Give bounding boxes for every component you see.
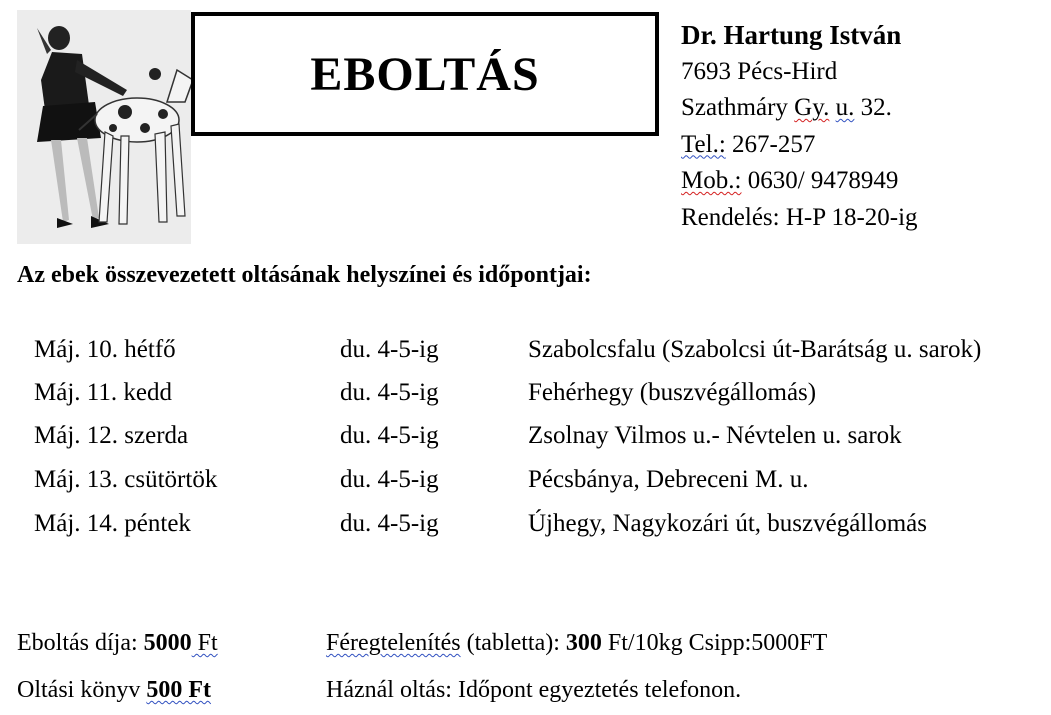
booklet-fee-price: 500 Ft [146, 677, 211, 703]
deworming-fee-label: Féregtelenítés [326, 630, 461, 656]
contact-block [681, 17, 918, 236]
schedule-place: Fehérhegy (buszvégállomás) [528, 379, 817, 406]
deworming-fee [326, 630, 827, 657]
schedule-row [0, 336, 1051, 376]
schedule-place: Zsolnay Vilmos u.- Névtelen u. sarok [528, 422, 902, 449]
street-part-e: 32. [854, 94, 892, 121]
phone-line [681, 127, 918, 164]
woman-with-dog-icon [17, 10, 191, 244]
street-part-a: Szathmáry [681, 94, 795, 121]
title-box [191, 12, 659, 136]
vaccination-fee-label: Eboltás díja: [17, 630, 144, 656]
schedule-time: du. 4-5-ig [340, 379, 439, 406]
schedule-place: Szabolcsfalu (Szabolcsi út-Barátság u. sarok) [528, 336, 982, 363]
phone-value: 267-257 [725, 130, 816, 158]
schedule-place: Pécsbánya, Debreceni M. u. [528, 466, 809, 493]
vaccination-fee-unit: Ft [191, 630, 218, 656]
doctor-name: Dr. Hartung István [681, 20, 902, 50]
address-line-2 [681, 90, 918, 127]
schedule-row [0, 466, 1051, 506]
mobile-line [681, 163, 918, 200]
schedule-date: Máj. 10. hétfő [34, 336, 176, 363]
deworming-fee-price: 300 [565, 630, 602, 656]
deworming-fee-rest: (tabletta): [460, 630, 566, 656]
street-part-d: u. [835, 94, 855, 121]
street-part-b: Gy. [794, 94, 830, 121]
mobile-value: 0630/ 9478949 [741, 167, 899, 194]
booklet-fee-label: Oltási könyv [17, 677, 147, 703]
address-line-1: 7693 Pécs-Hird [681, 57, 838, 85]
page-title: EBOLTÁS [310, 47, 540, 101]
schedule-date: Máj. 14. péntek [34, 510, 191, 537]
schedule-row [0, 379, 1051, 419]
schedule-date: Máj. 11. kedd [34, 379, 172, 406]
vaccination-fee-price: 5000 [143, 630, 192, 656]
schedule-time: du. 4-5-ig [340, 422, 439, 449]
schedule-date: Máj. 12. szerda [34, 422, 189, 449]
home-vaccination: Háznál oltás: Időpont egyeztetés telefonon. [326, 677, 742, 703]
deworming-fee-unit: Ft/10kg Csipp:5000FT [601, 630, 828, 656]
schedule-date: Máj. 13. csütörtök [34, 466, 218, 493]
schedule-time: du. 4-5-ig [340, 336, 439, 363]
booklet-fee [17, 677, 211, 704]
office-hours: Rendelés: H-P 18-20-ig [681, 203, 918, 231]
woman-with-dog-illustration [17, 10, 191, 244]
mobile-label: Mob.: [681, 167, 742, 194]
schedule-place: Újhegy, Nagykozári út, buszvégállomás [528, 510, 927, 537]
schedule-time: du. 4-5-ig [340, 466, 439, 493]
schedule-row [0, 510, 1051, 550]
schedule-time: du. 4-5-ig [340, 510, 439, 537]
schedule-heading: Az ebek összevezetett oltásának helyszínei és időpontjai: [17, 262, 592, 288]
vaccination-fee [17, 630, 218, 657]
phone-label: Tel.: [681, 130, 726, 158]
schedule-row [0, 422, 1051, 462]
